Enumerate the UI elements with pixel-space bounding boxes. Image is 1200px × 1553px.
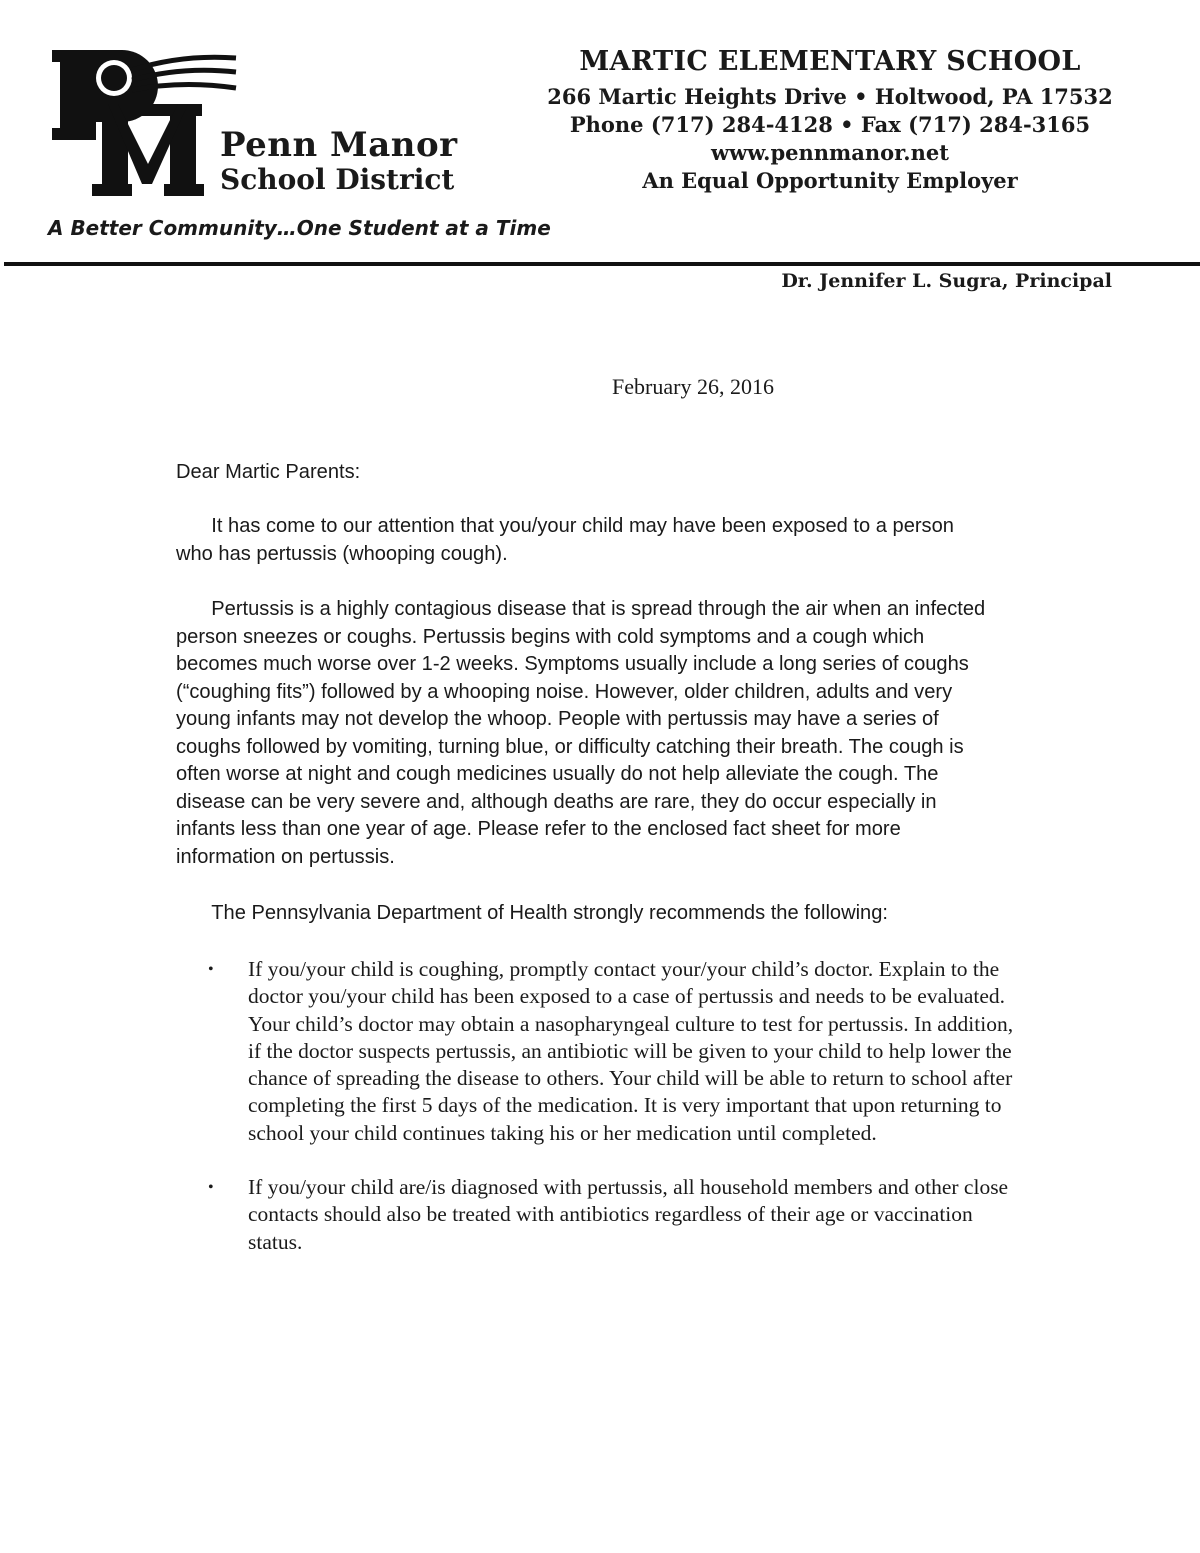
district-line2: School District (220, 163, 455, 196)
paragraph-exposure: It has come to our attention that you/your child may have been exposed to a person who has pertussis (whooping cough). (176, 514, 954, 565)
letter-date: February 26, 2016 (612, 374, 774, 399)
list-item-text: If you/your child are/is diagnosed with pertussis, all household members and other close contacts should also be treated with antibiotics regardless of their age or vaccination status. (248, 1175, 1009, 1254)
school-address: 266 Martic Heights Drive • Holtwood, PA 17532 (547, 84, 1113, 109)
equal-opportunity: An Equal Opportunity Employer (642, 168, 1018, 193)
principal-name: Dr. Jennifer L. Sugra, Principal (781, 270, 1112, 292)
header-divider (4, 262, 1200, 266)
district-name (220, 125, 458, 196)
school-website: www.pennmanor.net (711, 140, 949, 165)
school-phone-fax: Phone (717) 284-4128 • Fax (717) 284-3165 (569, 112, 1091, 137)
paragraph-pertussis-info: Pertussis is a highly contagious disease that is spread through the air when an infected person sneezes or coughs. Pertussis begins with cold symptoms and a cough which becomes much worse over 1-2 weeks. Symptoms usually include a long series of coughs (“coughing fits”) followed by a whooping noise. However, older children, adults and very young infants may not develop the whoop. People with pertussis may have a series of coughs followed by vomiting, turning blue, or difficulty catching their breath. The cough is often worse at night and cough medicines usually do not help alleviate the cough. The disease can be very severe and, although deaths are rare, they do occur especially in infants less than one year of age. Please refer to the enclosed fact sheet for more information on pertussis. (176, 597, 986, 868)
district-line1: Penn Manor (220, 125, 458, 165)
recommendation-list (208, 956, 1028, 1283)
penn-manor-logo (52, 44, 242, 196)
bullet-icon: • (208, 961, 214, 978)
list-item-text: If you/your child is coughing, promptly contact your/your child’s doctor. Explain to the doctor you/your child has been exposed to a case of pertussis and needs to be evaluated. Your child’s doctor may obtain a nasopharyngeal culture to test for pertussis. In addition, if the doctor suspects pertussis, an antibiotic will be given to your child to help lower the chance of spreading the disease to others. Your child will be able to return to school after completing the first 5 days of the medication. It is very important that upon returning to school your child continues taking his or her medication until completed. (248, 957, 1014, 1145)
bullet-icon: • (208, 1179, 214, 1197)
list-item (208, 956, 1028, 1147)
salutation: Dear Martic Parents: (176, 460, 361, 483)
school-name: MARTIC ELEMENTARY SCHOOL (579, 46, 1081, 77)
list-item (208, 1174, 1028, 1256)
school-info (520, 0, 1140, 195)
paragraph-recommendation: The Pennsylvania Department of Health strongly recommends the following: (211, 901, 888, 924)
tagline: A Better Community…One Student at a Time (48, 216, 551, 240)
